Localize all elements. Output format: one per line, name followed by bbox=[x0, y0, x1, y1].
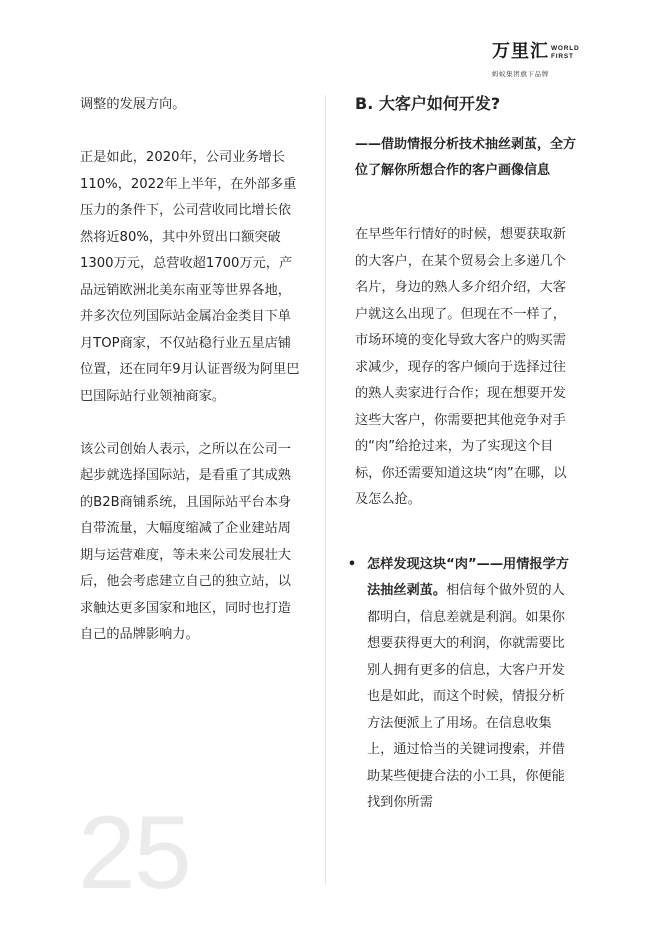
paragraph: 调整的发展方向。 bbox=[80, 97, 186, 112]
bullet-item bbox=[347, 552, 577, 817]
logo-tagline: 蚂蚁集团旗下品牌 bbox=[492, 70, 549, 78]
left-column bbox=[80, 92, 302, 675]
bullet-text: 相信每个做外贸的人都明白，信息差就是利润。如果你想要获得更大的利润，你就需要比别人拥有更多的信息，大客户开发也是如此，而这个时候，情报分析方法便派上了用场。在信息收集上，通过恰当的关键词搜索，并借助某些便捷合法的小工具，你便能找到你所需 bbox=[367, 583, 565, 810]
logo-english-name bbox=[551, 45, 580, 61]
logo-chinese-name: 万里汇 bbox=[492, 41, 549, 62]
paragraph: 在早些年行情好的时候，想要获取新的大客户，在某个贸易会上多递几个名片，身边的熟人多介绍介绍，大客户就这么出现了。但现在不一样了，市场环境的变化导致大客户的购买需求减少，现存的客户倾向于选择过往的熟人卖家进行合作；现在想要开发这些大客户，你需要把其他竞争对手的“肉”给抢过来，为了实现这个目标，你还需要知道这块“肉”在哪，以及怎么抢。 bbox=[355, 227, 567, 507]
page-number: 25 bbox=[78, 795, 190, 911]
brand-logo bbox=[492, 42, 578, 80]
section-heading: B. 大客户如何开发? bbox=[355, 94, 501, 113]
logo-english-line1: WORLD bbox=[551, 45, 580, 52]
paragraph: 正是如此，2020年，公司业务增长110%，2022年上半年，在外部多重压力的条件下，公司营收同比增长依然将近80%，其中外贸出口额突破1300万元，总营收超1700万元，产品远销欧洲北美东南亚等世界各地，并多次位列国际站金属冶金类目下单月TOP商家，不仅站稳行业五星店铺位置，还在同年9月认证晋级为阿里巴巴国际站行业领袖商家。 bbox=[80, 150, 300, 404]
bullet-bold-text: 怎样发现这块“肉”——用情报学方法抽丝剥茧。 bbox=[367, 556, 569, 598]
bullet-marker: • bbox=[347, 556, 357, 572]
paragraph: 该公司创始人表示，之所以在公司一起步就选择国际站，是看重了其成熟的B2B商铺系统，且国际站平台本身自带流量，大幅度缩减了企业建站周期与运营难度，等未来公司发展壮大后，他会考虑建立自己的独立站，以求触达更多国家和地区，同时也打造自己的品牌影响力。 bbox=[80, 441, 292, 642]
section-subheading: ——借助情报分析技术抽丝剥茧，全方位了解你所想合作的客户画像信息 bbox=[355, 137, 577, 178]
logo-english-line2: FIRST bbox=[551, 53, 574, 60]
right-column bbox=[347, 92, 577, 817]
column-divider bbox=[325, 95, 326, 885]
